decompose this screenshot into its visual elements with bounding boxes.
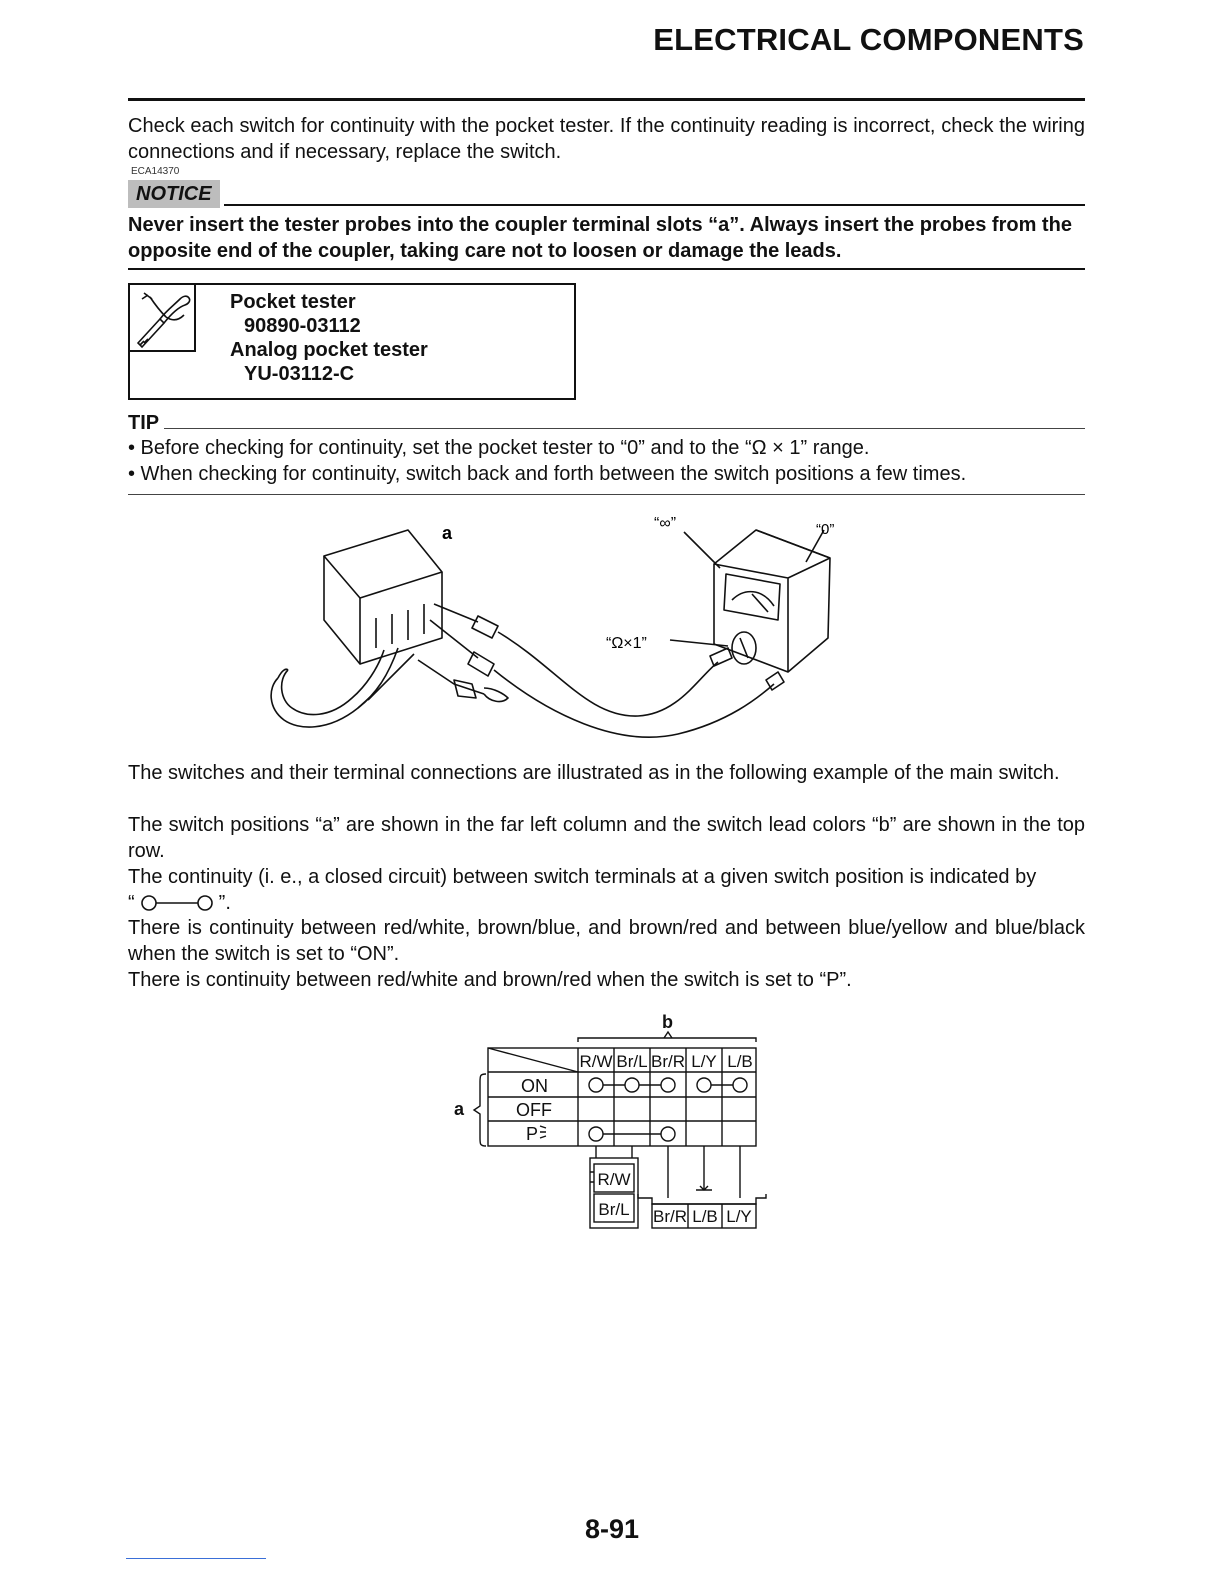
notice-rule — [224, 204, 1085, 206]
col-header-brr: Br/R — [651, 1052, 685, 1071]
connector-left-brl: Br/L — [598, 1200, 630, 1219]
tip-rule — [164, 428, 1085, 429]
connector-right-ly: L/Y — [726, 1207, 752, 1226]
label-a: a — [442, 523, 453, 543]
label-a-positions: a — [454, 1099, 465, 1119]
quote-close: ”. — [218, 892, 231, 914]
intro-paragraph: Check each switch for continuity with the pocket tester. If the continuity reading is incorrect, check the wiring connections and if necessary, replace the switch. — [128, 115, 1085, 163]
row-p: P — [525, 1124, 538, 1144]
explanation-p1: The switches and their terminal connections are illustrated as in the following example of the main switch. — [128, 762, 1060, 784]
tip-bottom-rule — [128, 494, 1085, 495]
bracket-a — [474, 1074, 486, 1146]
notice-code: ECA14370 — [131, 166, 180, 177]
tester-probes-icon — [128, 283, 196, 352]
connector-right-brr: Br/R — [653, 1207, 687, 1226]
notice-label: NOTICE — [128, 180, 220, 208]
tip-item-1: • Before checking for continuity, set the pocket tester to “0” and to the “Ω × 1” range. — [128, 437, 870, 459]
explanation-p2: The switch positions “a” are shown in the far left column and the switch lead colors “b” are shown in the top row. — [128, 814, 1085, 862]
connector-right-lb: L/B — [692, 1207, 718, 1226]
explanation-p3: The continuity (i. e., a closed circuit) between switch terminals at a given switch position is indicated by — [128, 866, 1037, 888]
col-header-lb: L/B — [727, 1052, 753, 1071]
page-number: 8-91 — [584, 1514, 640, 1544]
col-header-ly: L/Y — [691, 1052, 717, 1071]
col-header-brl: Br/L — [616, 1052, 648, 1071]
tool-number-2: YU-03112-C — [244, 363, 355, 385]
continuity-symbol-icon — [135, 893, 219, 913]
tool-number-1: 90890-03112 — [244, 315, 361, 337]
header-rule — [128, 98, 1085, 101]
row-on: ON — [521, 1076, 548, 1096]
row-off: OFF — [516, 1100, 552, 1120]
page-title: ELECTRICAL COMPONENTS — [653, 22, 1084, 57]
bracket-b — [578, 1038, 756, 1042]
tool-name-1: Pocket tester — [230, 291, 356, 313]
switch-continuity-diagram — [440, 1006, 780, 1238]
tester-illustration — [258, 508, 858, 748]
notice-text: Never insert the tester probes into the coupler terminal slots “a”. Always insert the probes from the opposite end of the coupler, taking care not to loosen or damage the leads. — [128, 214, 1072, 262]
quote-open: “ — [128, 892, 135, 914]
footer-link-rule — [126, 1558, 266, 1559]
coupler-side — [324, 556, 360, 664]
label-infinity: “∞” — [654, 515, 677, 532]
continuity-symbol-line — [128, 890, 231, 916]
tip-label: TIP — [128, 412, 160, 434]
explanation-p4: There is continuity between red/white, brown/blue, and brown/red and between blue/yellow and blue/black when the switch is set to “ON”. — [128, 917, 1085, 965]
coupler-top — [324, 530, 442, 598]
connector-left-rw: R/W — [597, 1170, 631, 1189]
notice-bottom-rule — [128, 268, 1085, 270]
tool-name-2: Analog pocket tester — [230, 339, 428, 361]
tip-item-2: • When checking for continuity, switch back and forth between the switch positions a few times. — [128, 463, 967, 485]
label-b: b — [662, 1012, 673, 1032]
label-zero: “0” — [816, 521, 835, 538]
col-header-rw: R/W — [579, 1052, 613, 1071]
explanation-p5: There is continuity between red/white and brown/red when the switch is set to “P”. — [128, 969, 852, 991]
label-range: “Ω×1” — [606, 635, 647, 652]
